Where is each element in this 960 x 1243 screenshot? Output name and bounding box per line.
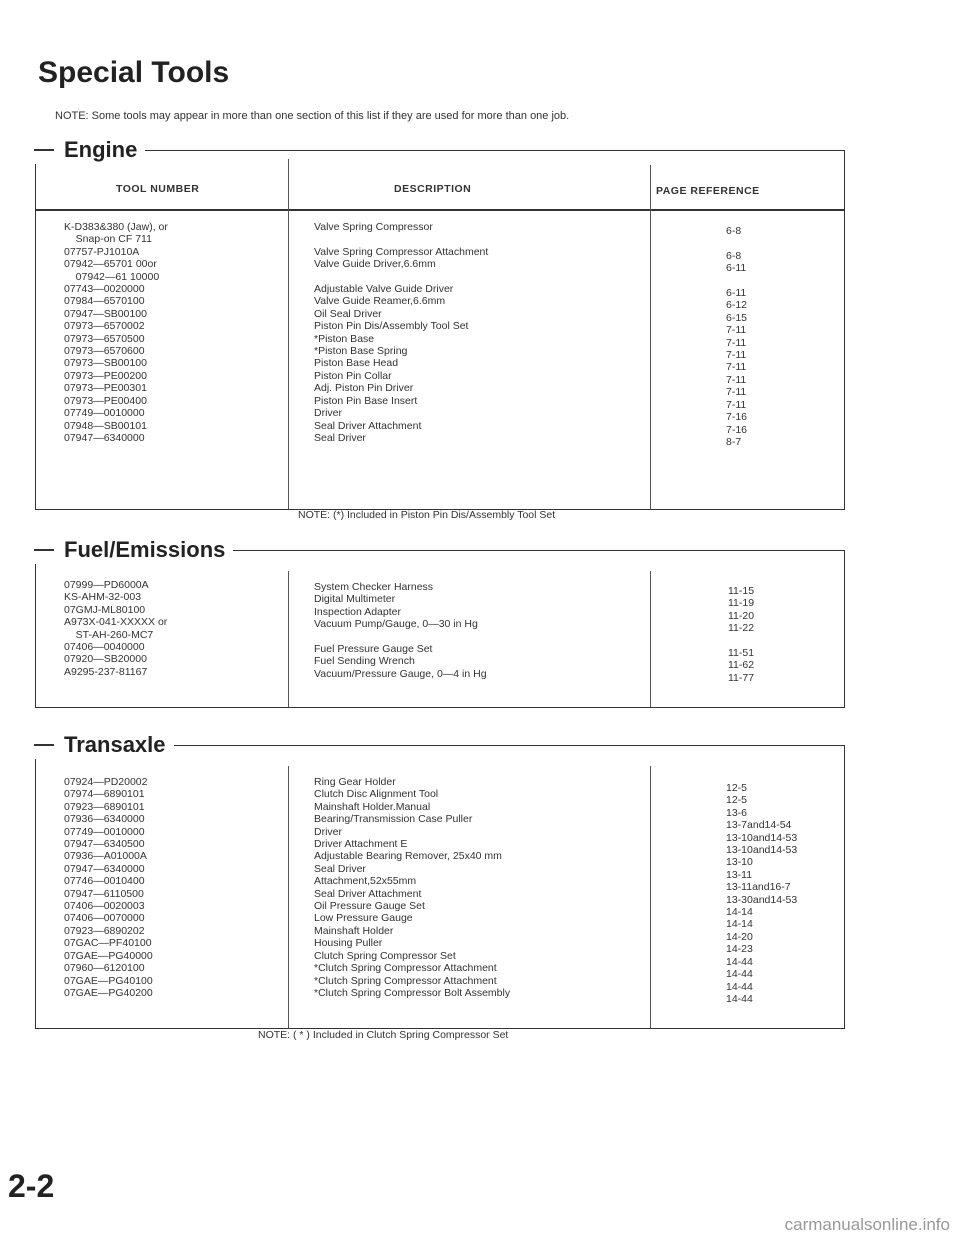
description-header: DESCRIPTION <box>394 183 472 195</box>
engine-descriptions: Valve Spring Compressor Valve Spring Compressor Attachment Valve Guide Driver,6.6mm Adjustable Valve Guide Driver Valve Guide Reamer,6.6mm Oil Seal Driver Piston Pin Dis/Assembly Tool Set *Piston Base *Piston Base Spring Piston Base Head Piston Pin Collar Adj. Piston Pin Driver Piston Pin Base Insert Driver Seal Driver Attachment Seal Driver <box>314 221 489 444</box>
fuel-tool-numbers: 07999—PD6000A KS-AHM-32-003 07GMJ-ML80100 A973X-041-XXXXX or ST-AH-260-MC7 07406—0040000 07920—SB20000 A9295-237-81167 <box>64 579 168 678</box>
general-note: NOTE: Some tools may appear in more than one section of this list if they are used for more than one job. <box>55 110 570 122</box>
engine-heading <box>34 136 145 164</box>
fuel-section <box>35 537 845 708</box>
fuel-title: Fuel/Emissions <box>64 537 226 562</box>
transaxle-note: NOTE: ( * ) Included in Clutch Spring Compressor Set <box>258 1029 509 1041</box>
watermark: carmanualsonline.info <box>784 1215 950 1234</box>
column-divider <box>650 766 651 1028</box>
column-divider <box>288 766 289 1028</box>
transaxle-tool-numbers: 07924—PD20002 07974—6890101 07923—6890101 07936—6340000 07749—0010000 07947—6340500 07936—A01000A 07947—6340000 07746—0010400 07947—6110500 07406—0020003 07406—0070000 07923—6890202 07GAC—PF40100 07GAE—PG40000 07960—6120100 07GAE—PG40100 07GAE—PG40200 <box>64 776 153 999</box>
fuel-descriptions: System Checker Harness Digital Multimeter Inspection Adapter Vacuum Pump/Gauge, 0—30 in Hg Fuel Pressure Gauge Set Fuel Sending Wrench Vacuum/Pressure Gauge, 0—4 in Hg <box>314 581 487 680</box>
fuel-page-references: 11-15 11-19 11-20 11-22 11-51 11-62 11-77 <box>728 585 755 684</box>
column-divider <box>650 165 651 509</box>
header-rule <box>36 209 844 211</box>
column-divider <box>288 571 289 707</box>
transaxle-section <box>35 732 845 1029</box>
engine-title: Engine <box>64 137 138 162</box>
engine-note: NOTE: (*) Included in Piston Pin Dis/Assembly Tool Set <box>298 509 556 521</box>
page-title: Special Tools <box>38 56 230 89</box>
fuel-heading <box>34 536 233 564</box>
engine-section <box>35 137 845 510</box>
engine-page-references: 6-8 6-8 6-11 6-11 6-12 6-15 7-11 7-11 7-11 7-11 7-11 7-11 7-11 7-16 7-16 8-7 <box>726 225 748 448</box>
transaxle-page-references: 12-5 12-5 13-6 13-7and14-54 13-10and14-53 13-10and14-53 13-10 13-11 13-11and16-7 13-30and14-53 14-14 14-14 14-20 14-23 14-44 14-44 14-44 14-44 <box>726 782 798 1005</box>
transaxle-heading <box>34 731 174 759</box>
page-reference-header: PAGE REFERENCE <box>656 185 760 197</box>
engine-tool-numbers: K-D383&380 (Jaw), or Snap-on CF 711 07757-PJ1010A 07942—65701 00or 07942—61 10000 07743—0020000 07984—6570100 07947—SB00100 07973—6570002 07973—6570500 07973—6570600 07973—SB00100 07973—PE00200 07973—PE00301 07973—PE00400 07749—0010000 07948—SB00101 07947—6340000 <box>64 221 168 444</box>
page-number: 2-2 <box>8 1168 55 1204</box>
transaxle-title: Transaxle <box>64 732 166 757</box>
tool-number-header: TOOL NUMBER <box>116 183 200 195</box>
column-divider <box>650 571 651 707</box>
transaxle-descriptions: Ring Gear Holder Clutch Disc Alignment Tool Mainshaft Holder.Manual Bearing/Transmission Case Puller Driver Driver Attachment E Adjustable Bearing Remover, 25x40 mm Seal Driver Attachment,52x55mm Seal Driver Attachment Oil Pressure Gauge Set Low Pressure Gauge Mainshaft Holder Housing Puller Clutch Spring Compressor Set *Clutch Spring Compressor Attachment *Clutch Spring Compressor Attachment *Clutch Spring Compressor Bolt Assembly <box>314 776 511 999</box>
column-divider <box>288 159 289 509</box>
